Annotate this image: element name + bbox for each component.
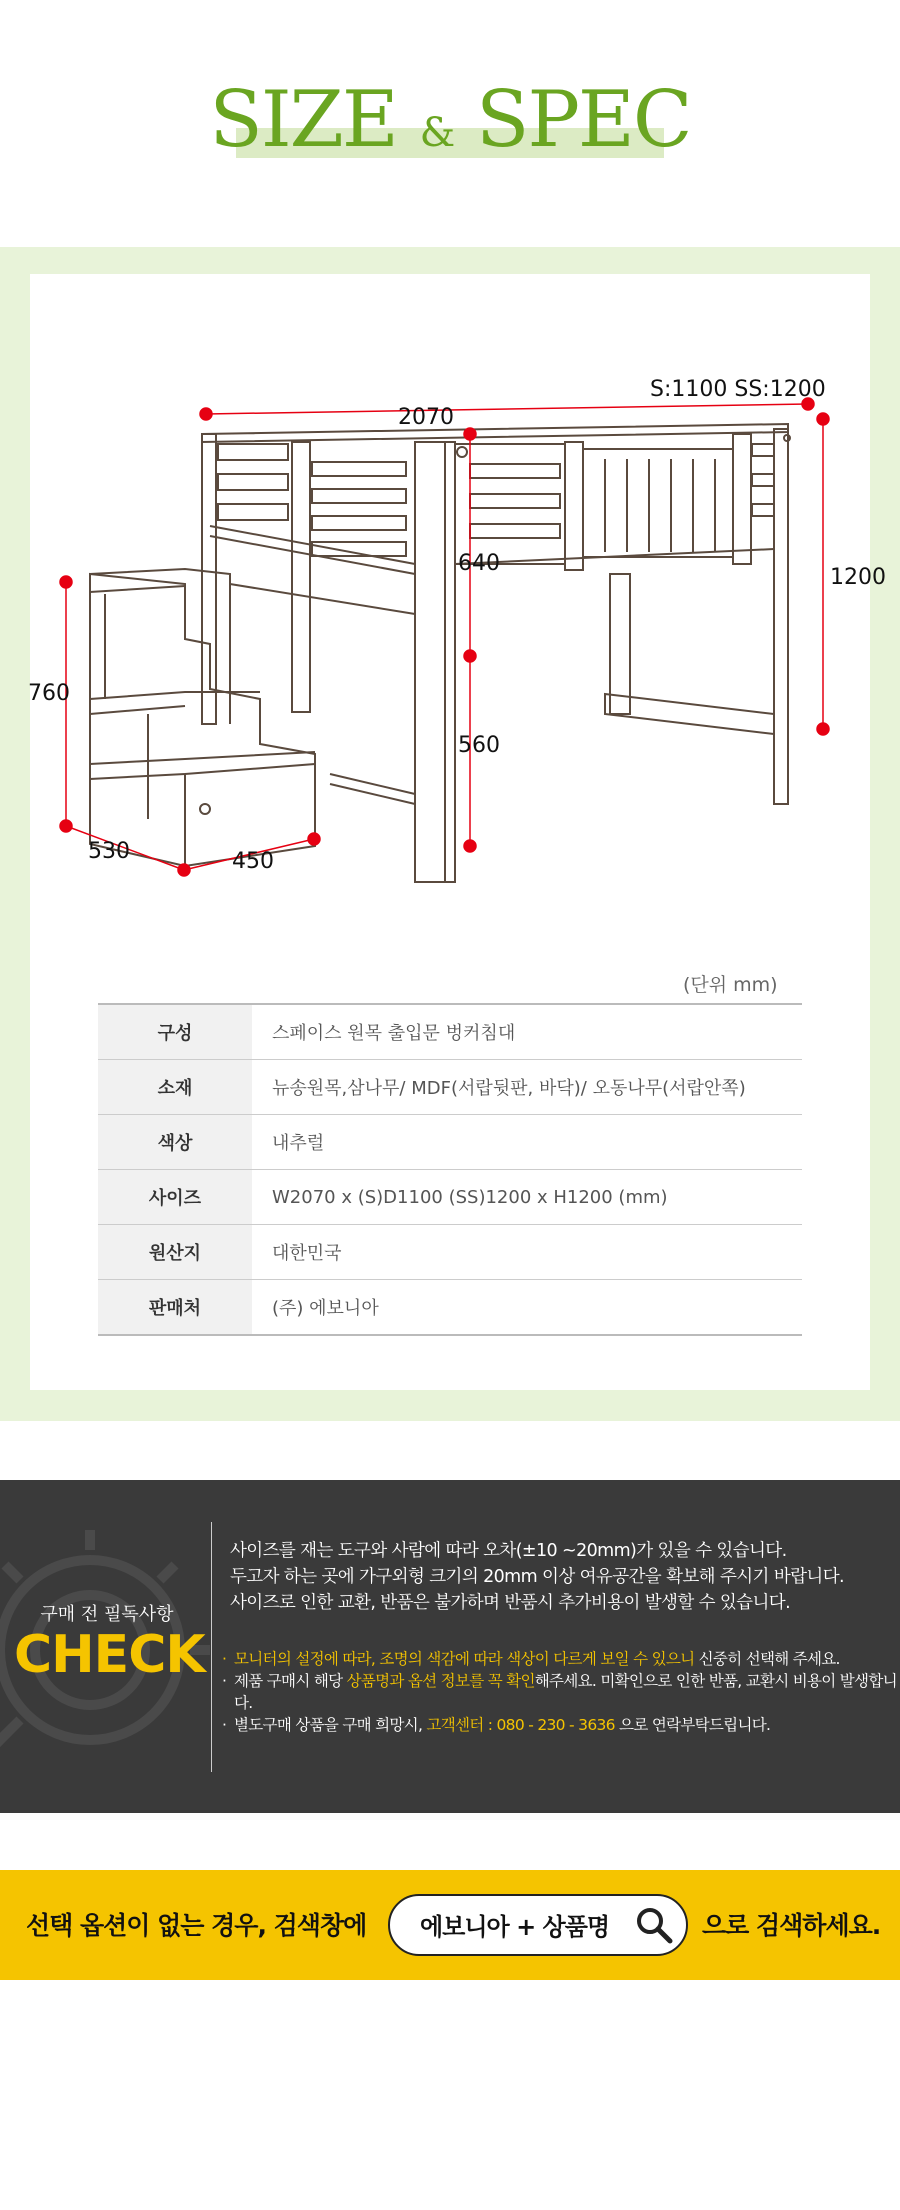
title-size: SIZE bbox=[209, 75, 397, 165]
spec-value: 뉴송원목,삼나무/ MDF(서랍뒷판, 바닥)/ 오동나무(서랍안쪽) bbox=[252, 1060, 802, 1115]
check-paragraph-line: 사이즈를 재는 도구와 사람에 따라 오차(±10 ~20mm)가 있을 수 있습니다. bbox=[230, 1541, 787, 1561]
dim-stair-width-label: 450 bbox=[232, 849, 274, 874]
dim-point bbox=[200, 408, 212, 420]
dim-under-height-label: 560 bbox=[458, 733, 500, 758]
search-banner-left-text: 선택 옵션이 없는 경우, 검색창에 bbox=[26, 1911, 367, 1940]
note-text: 신중히 선택해 주세요. bbox=[694, 1650, 840, 1668]
spec-label: 구성 bbox=[98, 1004, 252, 1060]
check-paragraph bbox=[230, 1538, 890, 1616]
check-subtitle: 구매 전 필독사항 bbox=[40, 1604, 174, 1625]
dim-point bbox=[817, 723, 829, 735]
spec-table bbox=[98, 1003, 802, 1336]
table-row bbox=[98, 1115, 802, 1170]
search-banner-right-text: 으로 검색하세요. bbox=[702, 1911, 881, 1940]
table-row bbox=[98, 1280, 802, 1336]
spec-label: 색상 bbox=[98, 1115, 252, 1170]
page-title bbox=[0, 70, 900, 183]
dim-point bbox=[178, 864, 190, 876]
title-spec: SPEC bbox=[476, 75, 691, 165]
spec-label: 원산지 bbox=[98, 1225, 252, 1280]
table-row bbox=[98, 1225, 802, 1280]
note-highlight: 모니터의 설정에 따라, 조명의 색감에 따라 색상이 다르게 보일 수 있으니 bbox=[234, 1650, 695, 1668]
dim-stair-depth-label: 530 bbox=[88, 839, 130, 864]
spec-value: 내추럴 bbox=[252, 1115, 802, 1170]
spec-value: (주) 에보니아 bbox=[252, 1280, 802, 1336]
spec-value: 스페이스 원목 출입문 벙커침대 bbox=[252, 1004, 802, 1060]
check-title: CHECK bbox=[14, 1625, 205, 1685]
table-row bbox=[98, 1060, 802, 1115]
spec-label: 판매처 bbox=[98, 1280, 252, 1336]
check-divider bbox=[211, 1522, 212, 1772]
check-notes bbox=[222, 1648, 898, 1736]
note-text: 제품 구매시 해당 bbox=[234, 1672, 347, 1690]
bunk-bed-diagram bbox=[28, 274, 886, 914]
dim-point bbox=[817, 413, 829, 425]
check-note bbox=[222, 1670, 898, 1714]
dim-line-width bbox=[206, 404, 808, 414]
spec-label: 소재 bbox=[98, 1060, 252, 1115]
note-text: 별도구매 상품을 구매 희망시, bbox=[234, 1716, 427, 1734]
dim-point bbox=[464, 428, 476, 440]
spec-value: 대한민국 bbox=[252, 1225, 802, 1280]
dim-point bbox=[464, 650, 476, 662]
dim-depth-label: S:1100 SS:1200 bbox=[650, 377, 826, 402]
dim-point bbox=[60, 576, 72, 588]
note-highlight: 상품명과 옵션 정보를 꼭 확인 bbox=[346, 1672, 535, 1690]
check-note bbox=[222, 1648, 898, 1670]
dim-width-label: 2070 bbox=[398, 405, 454, 430]
search-icon[interactable] bbox=[634, 1905, 674, 1945]
dim-point bbox=[308, 833, 320, 845]
table-row bbox=[98, 1170, 802, 1225]
note-text: 해주세요. 미확인으로 인한 반품, 교환시 비용이 발생합니다. bbox=[234, 1672, 897, 1712]
spec-value: W2070 x (S)D1100 (SS)1200 x H1200 (mm) bbox=[252, 1170, 802, 1225]
check-paragraph-line: 사이즈로 인한 교환, 반품은 불가하며 반품시 추가비용이 발생할 수 있습니다. bbox=[230, 1593, 791, 1613]
title-ampersand: & bbox=[419, 110, 454, 156]
dim-point bbox=[464, 840, 476, 852]
table-row bbox=[98, 1004, 802, 1060]
note-text: 으로 연락부탁드립니다. bbox=[614, 1716, 771, 1734]
bed-line-drawing bbox=[90, 424, 790, 882]
dim-stair-height-label: 760 bbox=[28, 681, 70, 706]
check-note bbox=[222, 1714, 898, 1736]
spec-label: 사이즈 bbox=[98, 1170, 252, 1225]
dim-height-label: 1200 bbox=[830, 565, 886, 590]
check-paragraph-line: 두고자 하는 곳에 가구외형 크기의 20mm 이상 여유공간을 확보해 주시기 바랍니다. bbox=[230, 1567, 845, 1587]
dim-upper-height-label: 640 bbox=[458, 551, 500, 576]
search-term: 에보니아 + 상품명 bbox=[420, 1913, 610, 1941]
note-highlight: 고객센터 : 080 - 230 - 3636 bbox=[426, 1716, 615, 1734]
unit-note: (단위 mm) bbox=[683, 974, 778, 996]
